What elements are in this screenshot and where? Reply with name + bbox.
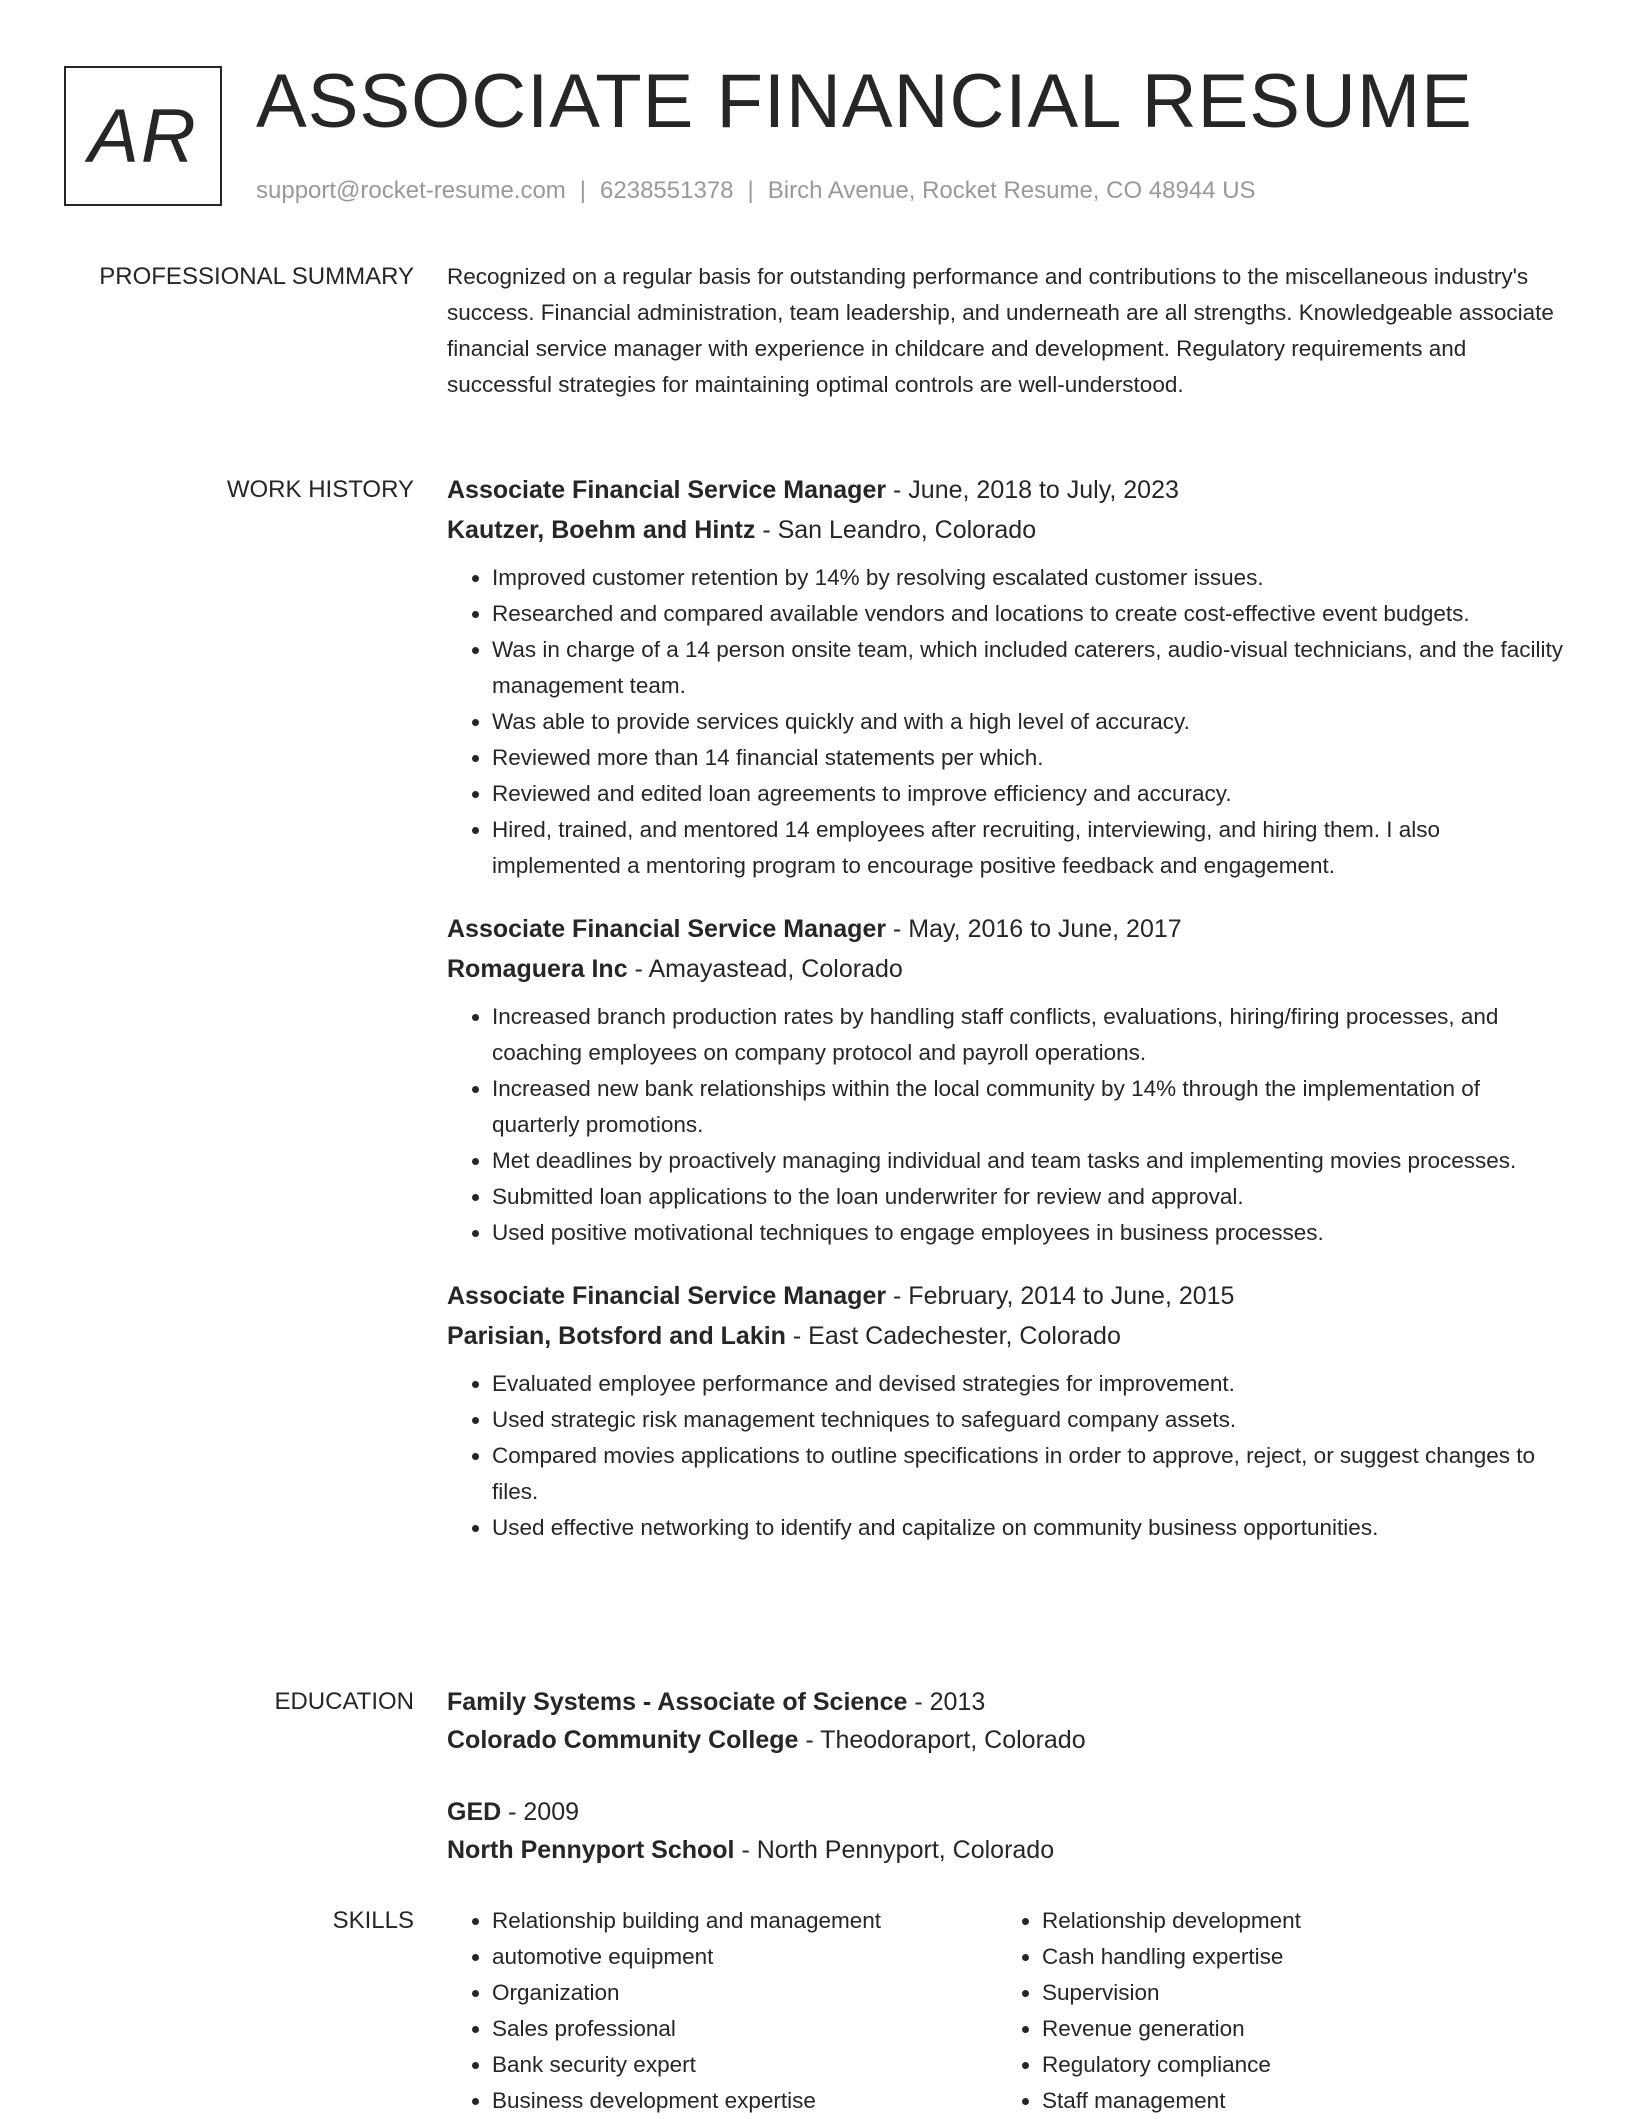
job-title: Associate Financial Service Manager <box>447 476 887 504</box>
job-bullets <box>447 560 1571 884</box>
work-history-body <box>447 475 1571 1546</box>
job-bullet: • Improved customer retention by 14% by resolving escalated customer issues. <box>492 560 1571 596</box>
section-heading: PROFESSIONAL SUMMARY <box>99 263 414 290</box>
education-degree-line <box>447 1683 1571 1721</box>
job-bullet: • Used positive motivational techniques to engage employees in business processes. <box>492 1215 1571 1251</box>
contact-separator: | <box>579 177 587 204</box>
education-location: - North Pennyport, Colorado <box>734 1836 1055 1864</box>
resume-title: ASSOCIATE FINANCIAL RESUME <box>256 59 1473 144</box>
job-bullet: • Increased branch production rates by handling staff conflicts, evaluations, hiring/firing processes, and coaching employees on company protocol and payroll operations. <box>492 999 1571 1071</box>
skill-item: • Staff management <box>1042 2083 1547 2119</box>
job-entry <box>447 470 1571 884</box>
job-company: Kautzer, Boehm and Hintz <box>447 516 756 544</box>
section-heading: WORK HISTORY <box>226 476 414 503</box>
job-location: - East Cadechester, Colorado <box>785 1322 1121 1350</box>
skills-column-left <box>447 1903 997 2119</box>
job-title: Associate Financial Service Manager <box>447 1282 887 1310</box>
education-school: Colorado Community College <box>447 1726 799 1754</box>
skill-item: • Cash handling expertise <box>1042 1939 1547 1975</box>
job-bullet: • Met deadlines by proactively managing individual and team tasks and implementing movies processes. <box>492 1143 1571 1179</box>
skills-grid <box>447 1903 1571 2119</box>
contact-line <box>256 176 1256 206</box>
skill-item: • Bank security expert <box>492 2047 997 2083</box>
job-dates: - June, 2018 to July, 2023 <box>886 476 1179 504</box>
job-dates: - May, 2016 to June, 2017 <box>886 915 1182 943</box>
education-year: - 2009 <box>501 1798 580 1826</box>
summary-body <box>447 262 1571 403</box>
job-bullets <box>447 1366 1571 1546</box>
job-bullet: • Reviewed and edited loan agreements to improve efficiency and accuracy. <box>492 776 1571 812</box>
job-bullet: • Researched and compared available vendors and locations to create cost-effective event budgets. <box>492 596 1571 632</box>
contact-email[interactable]: support@rocket-resume.com <box>256 177 566 204</box>
skill-item: • Business development expertise <box>492 2083 997 2119</box>
job-bullet: • Reviewed more than 14 financial statements per which. <box>492 740 1571 776</box>
job-title-line <box>447 1276 1571 1316</box>
monogram-text: AR <box>88 93 198 179</box>
contact-separator: | <box>747 177 754 204</box>
education-degree: GED <box>447 1798 502 1826</box>
job-entry <box>447 909 1571 1251</box>
job-bullet: • Evaluated employee performance and devised strategies for improvement. <box>492 1366 1571 1402</box>
skills-list <box>447 1903 997 2119</box>
education-entry <box>447 1683 1571 1759</box>
education-body <box>447 1687 1571 1869</box>
job-bullet: • Used strategic risk management techniques to safeguard company assets. <box>492 1402 1571 1438</box>
job-bullets <box>447 999 1571 1251</box>
job-company: Parisian, Botsford and Lakin <box>447 1322 786 1350</box>
job-bullet: • Increased new bank relationships within the local community by 14% through the implementation of quarterly promotions. <box>492 1071 1571 1143</box>
skill-item: • Organization <box>492 1975 997 2011</box>
job-title-line <box>447 470 1571 510</box>
job-bullet: • Submitted loan applications to the loan underwriter for review and approval. <box>492 1179 1571 1215</box>
skill-item: • automotive equipment <box>492 1939 997 1975</box>
job-company-line <box>447 949 1571 989</box>
job-title-line <box>447 909 1571 949</box>
job-bullet: • Compared movies applications to outline specifications in order to approve, reject, or suggest changes to files. <box>492 1438 1571 1510</box>
education-school-line <box>447 1721 1571 1759</box>
skill-item: • Revenue generation <box>1042 2011 1547 2047</box>
job-company-line <box>447 510 1571 550</box>
skill-item: • Relationship building and management <box>492 1903 997 1939</box>
job-bullet: • Was able to provide services quickly and with a high level of accuracy. <box>492 704 1571 740</box>
skill-item: • Relationship development <box>1042 1903 1547 1939</box>
skills-column-right <box>997 1903 1547 2119</box>
skills-body <box>447 1903 1571 2119</box>
education-degree: Family Systems - Associate of Science <box>447 1688 908 1716</box>
summary-text: Recognized on a regular basis for outstanding performance and contributions to the miscellaneous industry's success. Financial administration, team leadership, and underneath are all strengths. Knowledgeable associate financial service manager with experience in childcare and development. Regulatory requirements and successful strategies for maintaining optimal controls are well-understood. <box>447 264 1554 397</box>
job-title: Associate Financial Service Manager <box>447 915 887 943</box>
skill-item: • Sales professional <box>492 2011 997 2047</box>
contact-address: Birch Avenue, Rocket Resume, CO 48944 US <box>767 177 1256 204</box>
education-school-line <box>447 1831 1571 1869</box>
section-heading: EDUCATION <box>274 1688 414 1715</box>
education-year: - 2013 <box>907 1688 986 1716</box>
job-dates: - February, 2014 to June, 2015 <box>886 1282 1235 1310</box>
education-entry <box>447 1793 1571 1869</box>
job-bullet: • Hired, trained, and mentored 14 employees after recruiting, interviewing, and hiring them. I also implemented a mentoring program to encourage positive feedback and engagement. <box>492 812 1571 884</box>
job-entry <box>447 1276 1571 1546</box>
skills-list <box>997 1903 1547 2119</box>
education-degree-line <box>447 1793 1571 1831</box>
job-company-line <box>447 1316 1571 1356</box>
job-bullet: • Was in charge of a 14 person onsite team, which included caterers, audio-visual technicians, and the facility management team. <box>492 632 1571 704</box>
education-location: - Theodoraport, Colorado <box>798 1726 1086 1754</box>
contact-phone[interactable]: 6238551378 <box>600 177 734 204</box>
job-location: - San Leandro, Colorado <box>755 516 1037 544</box>
skill-item: • Regulatory compliance <box>1042 2047 1547 2083</box>
monogram-logo <box>64 66 222 206</box>
job-location: - Amayastead, Colorado <box>627 955 903 983</box>
job-bullet: • Used effective networking to identify and capitalize on community business opportunities. <box>492 1510 1571 1546</box>
job-company: Romaguera Inc <box>447 955 628 983</box>
section-heading: SKILLS <box>332 1907 414 1934</box>
skill-item: • Supervision <box>1042 1975 1547 2011</box>
education-school: North Pennyport School <box>447 1836 735 1864</box>
